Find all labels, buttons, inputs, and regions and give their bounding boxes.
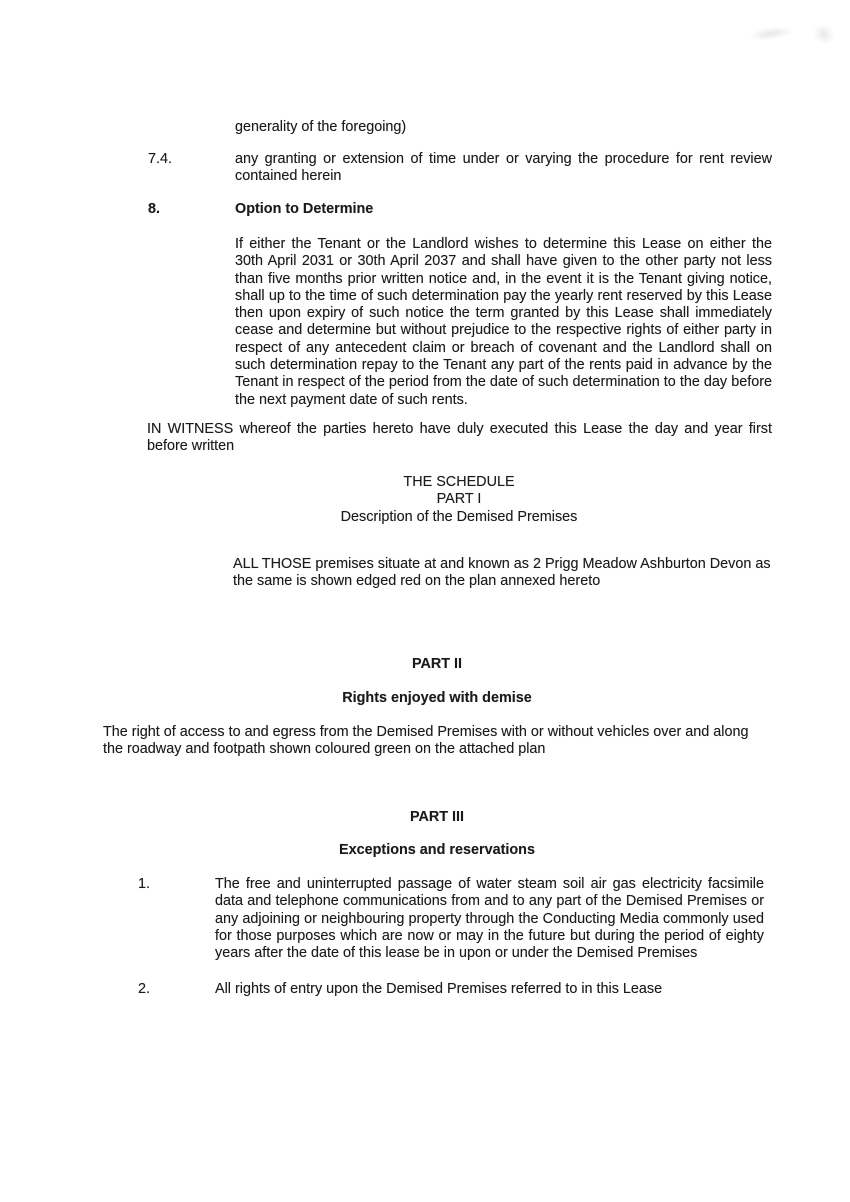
part2-heading: PART II — [411, 656, 463, 672]
witness-clause: IN WITNESS whereof the parties hereto have duly executed this Lease the day and year first before written — [147, 421, 772, 455]
part1-body: ALL THOSE premises situate at and known as 2 Prigg Meadow Ashburton Devon as the same is shown edged red on the plan annexed hereto — [233, 556, 771, 590]
clause-8-body: If either the Tenant or the Landlord wishes to determine this Lease on either the 30th April 2031 or 30th April 2037 and shall have given to the other party not less than five months prior written notice and, in the event it is the Tenant giving notice, shall up to the time of such determination pay the yearly rent reserved by this Lease then upon expiry of such notice the term granted by this Lease shall immediately cease and determine but without prejudice to the respective rights of either party in respect of any antecedent claim or breach of covenant and the Landlord shall on such determination repay to the Tenant any part of the rents paid in advance by the Tenant in respect of the period from the date of such determination to the day before the next payment date of such rents. — [235, 236, 772, 408]
part2-subheading: Rights enjoyed with demise — [342, 690, 532, 706]
part3-heading: PART III — [409, 809, 465, 825]
part3-subheading: Exceptions and reservations — [339, 842, 535, 858]
clause-8-heading: Option to Determine — [235, 201, 374, 217]
clause-7-4-number: 7.4. — [148, 151, 173, 167]
part3-item-text: The free and uninterrupted passage of water steam soil air gas electricity facsimile data and telephone communications from and to any part of the Demised Premises or any adjoining or neighbouring property through the Conducting Media commonly used for those purposes which are now or may in the future but during the period of eighty years after the date of this lease be in upon or under the Demised Premises — [215, 876, 764, 962]
part1-heading: PART I — [436, 491, 482, 508]
part2-body: The right of access to and egress from the Demised Premises with or without vehicles over and along the roadway and footpath shown coloured green on the attached plan — [103, 724, 749, 758]
scan-smudge — [747, 24, 794, 43]
part3-item-text: All rights of entry upon the Demised Premises referred to in this Lease — [215, 981, 663, 997]
part3-item-number: 1. — [138, 876, 151, 892]
schedule-title: THE SCHEDULE — [403, 474, 515, 490]
part3-item-number: 2. — [138, 981, 151, 997]
schedule-heading-block — [34, 474, 850, 526]
clause-7-4-text: any granting or extension of time under or varying the procedure for rent review contained herein — [235, 151, 772, 185]
clause-continuation-text: generality of the foregoing) — [235, 119, 407, 135]
scan-smudge — [809, 19, 840, 49]
clause-8-number: 8. — [148, 201, 161, 217]
part1-subheading: Description of the Demised Premises — [340, 508, 578, 525]
